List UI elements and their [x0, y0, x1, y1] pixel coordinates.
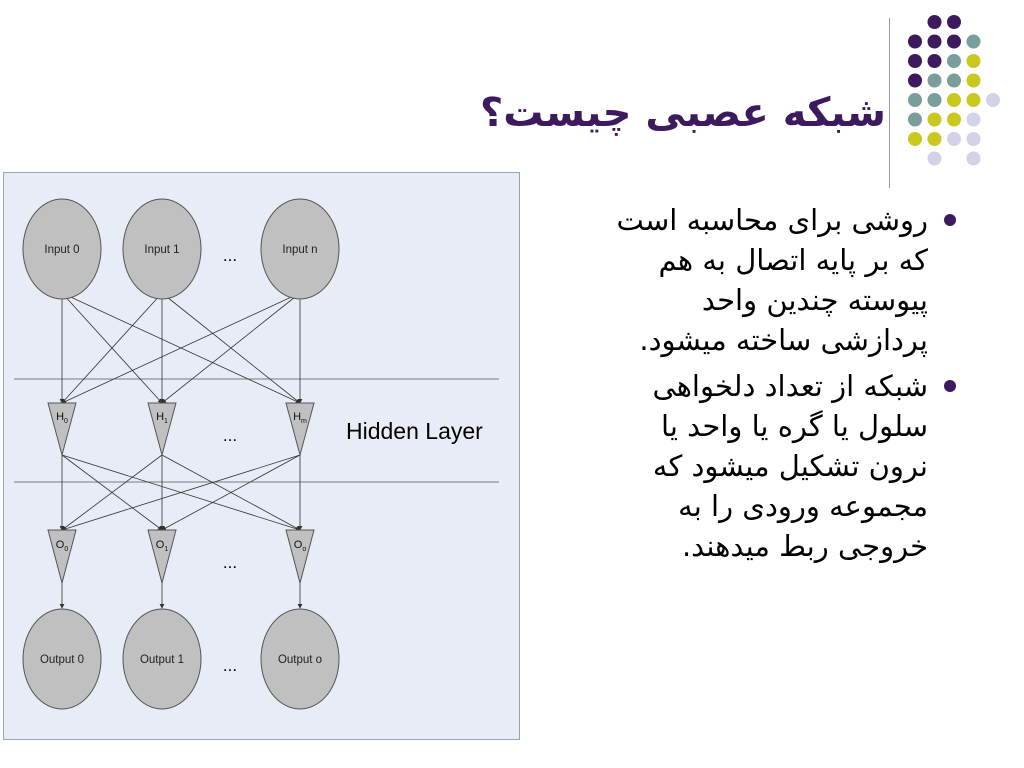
decorative-dot: [967, 113, 981, 127]
bullet-list: [560, 200, 960, 572]
decorative-dot: [947, 74, 961, 88]
input-node: [123, 199, 201, 299]
input-node-label: Input 0: [44, 244, 80, 256]
decorative-dot: [928, 74, 942, 88]
decorative-dot: [928, 93, 942, 107]
decorative-dot: [928, 35, 942, 49]
input-node-label: Input n: [282, 244, 318, 256]
output-triangle-label: $O_o$: [293, 539, 307, 553]
bullet-text: روشی برای محاسبه است که بر پایه اتصال به هم پیوسته چندین واحد پردازشی ساخته میشود.: [616, 203, 928, 357]
hidden-node: [48, 403, 76, 455]
decorative-dot: [947, 93, 961, 107]
output-triangle-node: [286, 530, 314, 583]
title-divider: [889, 18, 890, 188]
output-node: [261, 609, 339, 709]
decorative-dot: [967, 74, 981, 88]
hidden-node: [286, 403, 314, 455]
hidden-node: [148, 403, 176, 455]
decorative-dot: [967, 93, 981, 107]
output-node-label: Output 0: [39, 654, 85, 666]
input-hidden-connections: [62, 293, 300, 403]
decorative-dot: [908, 54, 922, 68]
decorative-dot: [908, 132, 922, 146]
output-node: [23, 609, 101, 709]
decorative-dot: [908, 35, 922, 49]
input-node: [261, 199, 339, 299]
decorative-dot: [967, 152, 981, 166]
decorative-dot: [967, 132, 981, 146]
decorative-dot: [947, 54, 961, 68]
decorative-dot: [928, 152, 942, 166]
decorative-dot: [947, 113, 961, 127]
page-title: شبکه عصبی چیست؟: [480, 90, 886, 136]
decorative-dot: [967, 35, 981, 49]
decorative-dot: [947, 15, 961, 29]
decorative-dot: [908, 113, 922, 127]
output-arrows: [62, 583, 300, 608]
decorative-dot: [908, 93, 922, 107]
output-triangle-ellipsis: ...: [222, 553, 238, 572]
hidden-node-label: $H_0$: [56, 411, 68, 425]
decorative-dot: [928, 15, 942, 29]
output-triangle-node: [48, 530, 76, 583]
output-ellipsis: ...: [222, 656, 238, 675]
input-node: [23, 199, 101, 299]
bullet-icon: [944, 380, 956, 392]
hidden-node-label: $H_1$: [156, 411, 168, 425]
input-ellipsis: ...: [222, 246, 238, 265]
hidden-ellipsis: ...: [222, 426, 238, 445]
output-node: [123, 609, 201, 709]
decorative-dot: [967, 54, 981, 68]
decorative-dot: [947, 132, 961, 146]
decorative-dot: [947, 35, 961, 49]
output-triangle-node: [148, 530, 176, 583]
bullet-item: [560, 200, 960, 360]
hidden-node-label: $H_m$: [293, 411, 307, 425]
neural-network-diagram: [3, 172, 520, 740]
decorative-dot: [928, 113, 942, 127]
decorative-dot: [928, 54, 942, 68]
bullet-icon: [944, 214, 956, 226]
diagram-canvas: [4, 173, 519, 739]
bullet-text: شبکه از تعداد دلخواهی سلول یا گره یا واحد یا نرون تشکیل میشود که مجموعه ورودی را به خروجی ربط میدهند.: [652, 369, 928, 563]
output-node-label: Output 1: [139, 654, 185, 666]
output-triangle-label: $O_0$: [55, 539, 69, 553]
decorative-dot: [928, 132, 942, 146]
decorative-dot: [986, 93, 1000, 107]
bullet-item: [560, 366, 960, 566]
output-triangle-label: $O_1$: [155, 539, 169, 553]
output-node-label: Output o: [277, 654, 323, 666]
input-node-label: Input 1: [144, 244, 180, 256]
hidden-layer-label: Hidden Layer: [346, 418, 483, 444]
hidden-output-connections: [62, 455, 300, 530]
decorative-dot: [908, 74, 922, 88]
